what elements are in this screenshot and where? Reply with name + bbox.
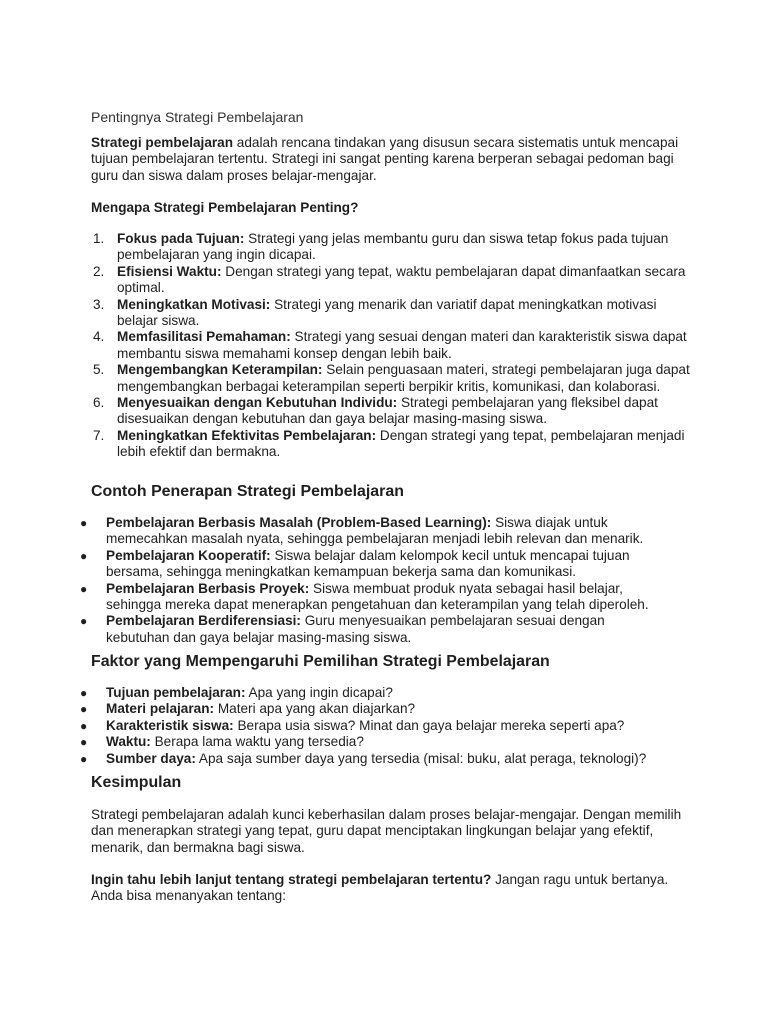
- bullet-icon: ●: [80, 735, 88, 750]
- item-bold: Materi pelajaran:: [106, 701, 215, 717]
- list-item: [80, 734, 670, 750]
- list-item: [91, 395, 691, 428]
- item-text: Strategi yang jelas membantu guru dan siswa tetap fokus pada tujuan pembelajaran yang ingin dicapai.: [117, 231, 669, 263]
- item-number: 6.: [93, 395, 105, 411]
- item-text: Guru menyesuaikan pembelajaran sesuai dengan kebutuhan dan gaya belajar masing-masing siswa.: [106, 613, 605, 645]
- bullet-icon: ●: [80, 702, 88, 717]
- list-item: [91, 297, 691, 330]
- list-item: [91, 362, 691, 395]
- list-item: [80, 515, 670, 548]
- item-bold: Meningkatkan Motivasi:: [117, 296, 271, 312]
- list-item: [80, 685, 670, 701]
- item-text: Siswa diajak untuk memecahkan masalah nyata, sehingga pembelajaran menjadi lebih relevan dan menarik.: [106, 515, 644, 547]
- bullet-icon: ●: [80, 718, 88, 733]
- item-number: 3.: [93, 296, 105, 312]
- item-text: Apa saja sumber daya yang tersedia (misal: buku, alat peraga, teknologi)?: [195, 750, 647, 766]
- item-number: 5.: [93, 362, 105, 378]
- why-heading: Mengapa Strategi Pembelajaran Penting?: [91, 200, 359, 215]
- item-number: 4.: [93, 329, 105, 345]
- faktor-heading: Faktor yang Mempengaruhi Pemilihan Strategi Pembelajaran: [91, 653, 550, 670]
- list-item: [91, 264, 691, 297]
- faktor-list: [80, 685, 670, 767]
- list-item: [91, 428, 691, 461]
- reasons-list: [91, 231, 691, 461]
- item-text: Siswa membuat produk nyata sebagai hasil belajar, sehingga mereka dapat menerapkan pengetahuan dan keterampilan yang telah diperoleh.: [106, 580, 649, 613]
- item-text: Strategi yang sesuai dengan materi dan karakteristik siswa dapat membantu siswa memahami konsep dengan lebih baik.: [117, 329, 687, 361]
- intro-paragraph: [91, 135, 691, 184]
- kesimpulan-paragraph: Strategi pembelajaran adalah kunci keberhasilan dalam proses belajar-mengajar. Dengan memilih dan menerapkan strategi yang tepat, guru dapat menciptakan lingkungan belajar yang efektif, menarik, dan bermakna bagi siswa.: [91, 807, 682, 855]
- item-bold: Efisiensi Waktu:: [117, 263, 222, 279]
- contoh-heading: Contoh Penerapan Strategi Pembelajaran: [91, 483, 404, 500]
- bullet-icon: ●: [80, 581, 88, 596]
- item-text: Siswa belajar dalam kelompok kecil untuk mencapai tujuan bersama, sehingga meningkatkan kemampuan bekerja sama dan komunikasi.: [106, 547, 630, 580]
- item-text: Berapa usia siswa? Minat dan gaya belajar mereka seperti apa?: [233, 717, 625, 733]
- item-text: Materi apa yang akan diajarkan?: [214, 701, 416, 717]
- list-item: [80, 548, 670, 581]
- item-bold: Mengembangkan Keterampilan:: [117, 362, 323, 378]
- item-text: Strategi yang menarik dan variatif dapat meningkatkan motivasi belajar siswa.: [117, 296, 657, 329]
- list-item: [80, 751, 670, 767]
- item-bold: Karakteristik siswa:: [106, 717, 234, 733]
- bullet-icon: ●: [80, 686, 88, 700]
- item-bold: Pembelajaran Berbasis Proyek:: [106, 580, 310, 596]
- item-text: Dengan strategi yang tepat, pembelajaran menjadi lebih efektif dan bermakna.: [117, 427, 685, 460]
- item-text: Strategi pembelajaran yang fleksibel dapat disesuaikan dengan kebutuhan dan gaya belajar masing-masing siswa.: [117, 395, 658, 427]
- final-text: Jangan ragu untuk bertanya. Anda bisa menanyakan tentang:: [91, 872, 669, 904]
- item-number: 1.: [93, 231, 105, 246]
- item-bold: Memfasilitasi Pemahaman:: [117, 329, 291, 345]
- item-bold: Meningkatkan Efektivitas Pembelajaran:: [117, 427, 377, 443]
- document-title: Pentingnya Strategi Pembelajaran: [91, 109, 304, 125]
- item-text: Apa yang ingin dicapai?: [245, 685, 393, 700]
- bullet-icon: ●: [80, 614, 88, 629]
- bullet-icon: ●: [80, 548, 88, 563]
- intro-text: adalah rencana tindakan yang disusun secara sistematis untuk mencapai tujuan pembelajaran tertentu. Strategi ini sangat penting karena berperan sebagai pedoman bagi guru dan siswa dalam proses belajar-mengajar.: [91, 135, 679, 183]
- list-item: [80, 718, 670, 734]
- item-bold: Menyesuaikan dengan Kebutuhan Individu:: [117, 395, 398, 411]
- item-text: Selain penguasaan materi, strategi pembelajaran juga dapat mengembangkan berbagai keterampilan seperti berpikir kritis, komunikasi, dan kolaborasi.: [117, 362, 690, 394]
- list-item: [80, 581, 670, 614]
- item-number: 7.: [93, 427, 105, 443]
- list-item: [80, 701, 670, 717]
- kesimpulan-heading: Kesimpulan: [91, 774, 182, 791]
- contoh-list: [80, 515, 670, 646]
- intro-bold: Strategi pembelajaran: [91, 135, 234, 150]
- final-bold: Ingin tahu lebih lanjut tentang strategi pembelajaran tertentu?: [91, 872, 492, 887]
- item-text: Dengan strategi yang tepat, waktu pembelajaran dapat dimanfaatkan secara optimal.: [117, 263, 686, 296]
- item-text: Berapa lama waktu yang tersedia?: [150, 734, 364, 750]
- item-bold: Pembelajaran Kooperatif:: [106, 547, 271, 563]
- item-number: 2.: [93, 263, 105, 279]
- item-bold: Pembelajaran Berdiferensiasi:: [106, 613, 301, 629]
- final-paragraph: [91, 872, 691, 905]
- list-item: [91, 231, 691, 264]
- item-bold: Pembelajaran Berbasis Masalah (Problem-Based Learning):: [106, 515, 492, 530]
- item-bold: Fokus pada Tujuan:: [117, 231, 245, 246]
- item-bold: Sumber daya:: [106, 750, 196, 766]
- item-bold: Tujuan pembelajaran:: [106, 685, 246, 700]
- list-item: [91, 329, 691, 362]
- list-item: [80, 613, 670, 646]
- bullet-icon: ●: [80, 516, 88, 530]
- item-bold: Waktu:: [106, 734, 151, 750]
- bullet-icon: ●: [80, 751, 88, 766]
